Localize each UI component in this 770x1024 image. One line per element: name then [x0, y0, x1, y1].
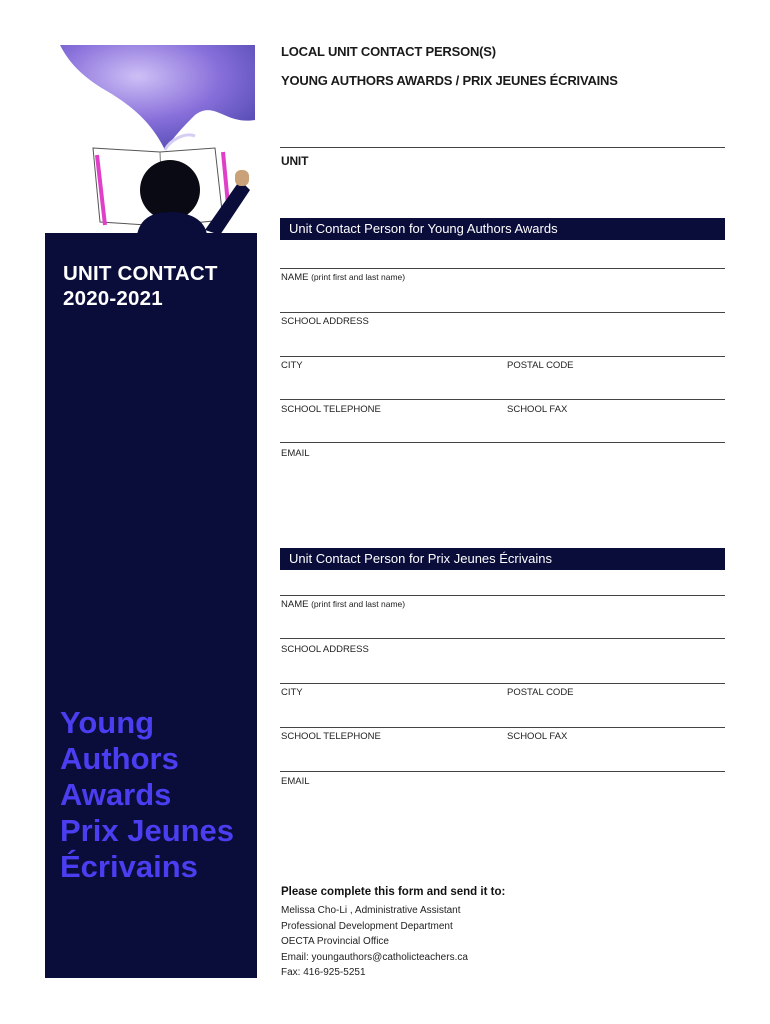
unit-contact-title [63, 261, 218, 311]
address-label: SCHOOL ADDRESS [281, 644, 369, 655]
email-label: EMAIL [281, 448, 310, 459]
unit-label: UNIT [281, 154, 309, 168]
brand-line: Prix Jeunes [60, 813, 235, 848]
contact-name: Melissa Cho-Li , Administrative Assistant [281, 905, 461, 916]
page-subtitle: YOUNG AUTHORS AWARDS / PRIX JEUNES ÉCRIVAINS [281, 73, 618, 88]
instruction-heading: Please complete this form and send it to: [281, 886, 506, 898]
name-label: NAME (print first and last name) [281, 272, 406, 283]
address-field-line[interactable] [280, 638, 725, 639]
sidebar-panel [45, 233, 257, 978]
reading-child-illustration [45, 40, 260, 235]
phone-label: SCHOOL TELEPHONE [281, 404, 381, 415]
section-header-young-authors: Unit Contact Person for Young Authors Awards [280, 218, 725, 240]
brand-line: Authors [60, 741, 179, 776]
page-title: LOCAL UNIT CONTACT PERSON(S) [281, 44, 496, 59]
name-field-line[interactable] [280, 595, 725, 596]
brand-title [60, 705, 234, 885]
brand-line: Écrivains [60, 849, 198, 884]
fax-label: SCHOOL FAX [507, 731, 568, 742]
phone-field-line[interactable] [280, 727, 725, 728]
name-label: NAME (print first and last name) [281, 599, 406, 610]
postal-code-label: POSTAL CODE [507, 687, 574, 698]
brand-line: Awards [60, 777, 172, 812]
title-year: 2020-2021 [63, 287, 163, 310]
contact-email[interactable]: Email: youngauthors@catholicteachers.ca [281, 951, 468, 963]
contact-office: OECTA Provincial Office [281, 936, 389, 947]
contact-fax: Fax: 416-925-5251 [281, 967, 366, 978]
section-header-prix-jeunes: Unit Contact Person for Prix Jeunes Écrivains [280, 548, 725, 570]
email-field-line[interactable] [280, 442, 725, 443]
address-label: SCHOOL ADDRESS [281, 316, 369, 327]
phone-label: SCHOOL TELEPHONE [281, 731, 381, 742]
city-label: CITY [281, 687, 303, 698]
city-label: CITY [281, 360, 303, 371]
phone-field-line[interactable] [280, 399, 725, 400]
submission-instructions [281, 886, 505, 981]
city-field-line[interactable] [280, 356, 725, 357]
brand-line: Young [60, 705, 155, 740]
address-field-line[interactable] [280, 312, 725, 313]
email-field-line[interactable] [280, 771, 725, 772]
unit-field-line[interactable] [280, 147, 725, 148]
fax-label: SCHOOL FAX [507, 404, 568, 415]
name-field-line[interactable] [280, 268, 725, 269]
contact-department: Professional Development Department [281, 920, 453, 932]
email-label: EMAIL [281, 776, 310, 787]
city-field-line[interactable] [280, 683, 725, 684]
title-line-1: UNIT CONTACT [63, 262, 218, 285]
postal-code-label: POSTAL CODE [507, 360, 574, 371]
